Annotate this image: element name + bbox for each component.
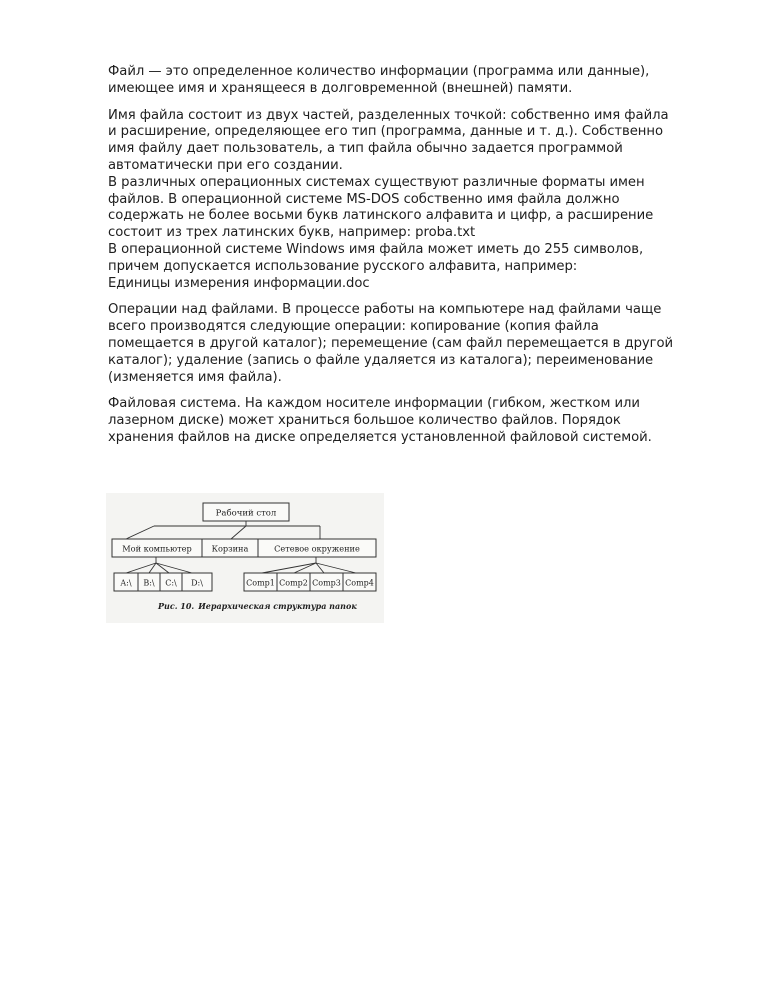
node-drive-a: A:\: [120, 578, 132, 588]
paragraph-file-name: [108, 108, 708, 293]
text-line: имя файлу дает пользователь, а тип файла обычно задается программой: [108, 141, 623, 157]
node-drive-c: C:\: [165, 578, 177, 588]
figure-caption: [157, 601, 357, 611]
node-my-computer: Мой компьютер: [122, 543, 192, 554]
node-recycle-bin: Корзина: [211, 543, 249, 554]
text-line: Единицы измерения информации.doc: [108, 275, 370, 291]
text-line: причем допускается использование русского алфавита, например:: [108, 258, 578, 274]
text-line: содержать не более восьми букв латинского алфавита и цифр, а расширение: [108, 208, 654, 224]
text-line: Файловая система. На каждом носителе информации (гибком, жестком или: [108, 396, 640, 412]
root-node-label: Рабочий стол: [215, 508, 277, 519]
paragraph-file-system: [108, 396, 708, 446]
folder-hierarchy-figure: [106, 493, 384, 623]
text-line: и расширение, определяющее его тип (программа, данные и т. д.). Собственно: [108, 124, 663, 140]
text-line: состоит из трех латинских букв, например: proba.txt: [108, 225, 476, 241]
paragraph-file-definition: [108, 64, 708, 98]
figure-caption-text: Иерархическая структура папок: [198, 601, 357, 611]
text-line: Операции над файлами. В процессе работы на компьютере над файлами чаще: [108, 302, 662, 318]
text-line: каталог); удаление (запись о файле удаляется из каталога); переименование: [108, 352, 654, 368]
node-comp2: Comp2: [279, 578, 308, 588]
text-line: Имя файла состоит из двух частей, разделенных точкой: собственно имя файла: [108, 107, 669, 123]
document-body: [108, 64, 708, 457]
text-line: имеющее имя и хранящееся в долговременной (внешней) памяти.: [108, 80, 573, 96]
node-comp4: Comp4: [345, 578, 374, 588]
text-line: лазерном диске) может храниться большое количество файлов. Порядок: [108, 413, 621, 429]
text-line: всего производятся следующие операции: копирование (копия файла: [108, 319, 599, 335]
folder-tree-diagram: [106, 493, 384, 623]
text-line: хранения файлов на диске определяется установленной файловой системой.: [108, 429, 652, 445]
figure-caption-number: Рис. 10.: [158, 601, 195, 611]
node-comp1: Comp1: [246, 578, 275, 588]
node-network-neighborhood: Сетевое окружение: [274, 543, 360, 554]
node-drive-b: B:\: [143, 578, 155, 588]
paragraph-file-operations: [108, 302, 708, 386]
node-comp3: Comp3: [312, 578, 341, 588]
text-line: помещается в другой каталог); перемещение (сам файл перемещается в другой: [108, 335, 674, 351]
text-line: (изменяется имя файла).: [108, 369, 282, 385]
node-drive-d: D:\: [191, 578, 203, 588]
text-line: В операционной системе Windows имя файла может иметь до 255 символов,: [108, 241, 644, 257]
text-line: автоматически при его создании.: [108, 157, 343, 173]
text-line: В различных операционных системах существуют различные форматы имен: [108, 174, 645, 190]
text-line: файлов. В операционной системе MS-DOS собственно имя файла должно: [108, 191, 620, 207]
text-line: Файл — это определенное количество информации (программа или данные),: [108, 64, 650, 79]
